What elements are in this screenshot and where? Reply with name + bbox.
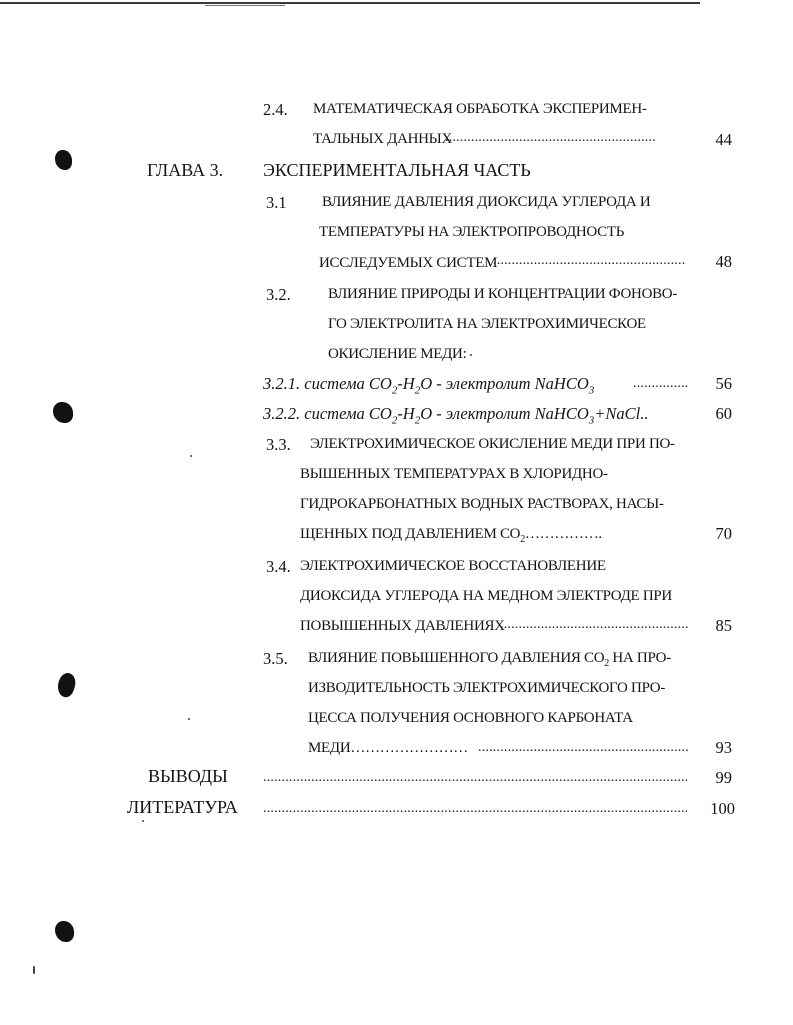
toc-2-4-number: 2.4. xyxy=(263,100,288,119)
toc-3-3-line4-dots: ……………. xyxy=(524,526,602,542)
toc-3-2-1-sub-a: 2 xyxy=(391,384,398,397)
toc-leader-dots xyxy=(633,376,689,392)
scan-speck xyxy=(190,455,192,457)
scan-speck xyxy=(188,718,190,720)
toc-3-2-2-text-d: +NaCl.. xyxy=(594,404,649,423)
toc-3-5-title-line2: ИЗВОДИТЕЛЬНОСТЬ ЭЛЕКТРОХИМИЧЕСКОГО ПРО- xyxy=(308,680,666,696)
toc-conclusions-page: 99 xyxy=(715,768,732,787)
toc-3-2-title-line1: ВЛИЯНИЕ ПРИРОДЫ И КОНЦЕНТРАЦИИ ФОНОВО- xyxy=(328,286,678,302)
toc-leader-dots xyxy=(500,617,688,633)
toc-3-2-1-text-c: O - электролит NaHCO xyxy=(420,374,589,393)
toc-3-5-line4-text: МЕДИ xyxy=(308,740,351,756)
toc-leader-dots xyxy=(263,770,687,786)
scan-blot xyxy=(55,921,74,942)
toc-3-2-2-sub-c: 3 xyxy=(588,414,595,427)
scan-speck xyxy=(470,354,472,356)
toc-3-2-2-text-a: система CO xyxy=(304,404,392,423)
toc-leader-dots xyxy=(478,740,688,756)
toc-3-2-1-text-a: система CO xyxy=(304,374,392,393)
toc-3-4-title-line2: ДИОКСИДА УГЛЕРОДА НА МЕДНОМ ЭЛЕКТРОДЕ ПРИ xyxy=(300,588,672,604)
toc-leader-dots xyxy=(493,253,686,269)
toc-3-3-title-line3: ГИДРОКАРБОНАТНЫХ ВОДНЫХ РАСТВОРАХ, НАСЫ- xyxy=(300,496,664,512)
toc-3-3-title-line4 xyxy=(300,526,602,545)
scan-blot xyxy=(55,150,72,170)
toc-3-1-number: 3.1 xyxy=(266,193,287,212)
toc-2-4-page: 44 xyxy=(715,130,732,149)
toc-3-3-title-line1: ЭЛЕКТРОХИМИЧЕСКОЕ ОКИСЛЕНИЕ МЕДИ ПРИ ПО- xyxy=(310,436,675,452)
toc-3-2-title-line2: ГО ЭЛЕКТРОЛИТА НА ЭЛЕКТРОХИМИЧЕСКОЕ xyxy=(328,316,646,332)
scan-blot xyxy=(54,671,78,699)
toc-3-1-title-line1: ВЛИЯНИЕ ДАВЛЕНИЯ ДИОКСИДА УГЛЕРОДА И xyxy=(322,194,651,210)
top-border-line-fragment xyxy=(205,5,285,6)
toc-3-2-2-page: 60 xyxy=(715,404,732,423)
toc-literature-label: ЛИТЕРАТУРА xyxy=(127,797,238,817)
toc-3-5-page: 93 xyxy=(715,738,732,757)
toc-3-5-title-line1 xyxy=(308,650,671,669)
toc-3-2-1-page: 56 xyxy=(715,374,732,393)
toc-literature-page: 100 xyxy=(710,799,735,818)
chapter-3-label: ГЛАВА 3. xyxy=(147,160,224,180)
toc-3-2-2-number: 3.2.2. xyxy=(263,404,301,423)
toc-3-2-1-text-b: -H xyxy=(397,374,415,393)
toc-3-2-2-text-b: -H xyxy=(397,404,415,423)
scan-speck xyxy=(142,820,144,822)
top-border-line xyxy=(0,2,700,4)
toc-3-2-number: 3.2. xyxy=(266,285,291,304)
toc-3-2-2-entry xyxy=(263,404,649,426)
scan-speck xyxy=(33,966,35,974)
toc-leader-dots xyxy=(445,130,655,146)
toc-conclusions-label: ВЫВОДЫ xyxy=(148,766,228,786)
toc-3-2-2-text-c: O - электролит NaHCO xyxy=(420,404,589,423)
toc-3-3-line4-sub: 2 xyxy=(520,534,525,545)
toc-3-1-page: 48 xyxy=(715,252,732,271)
toc-3-3-title-line2: ВЫШЕННЫХ ТЕМПЕРАТУРАХ В ХЛОРИДНО- xyxy=(300,466,608,482)
toc-3-1-title-line3: ИССЛЕДУЕМЫХ СИСТЕМ xyxy=(319,255,498,271)
toc-3-5-title-line3: ЦЕССА ПОЛУЧЕНИЯ ОСНОВНОГО КАРБОНАТА xyxy=(308,710,633,726)
toc-3-5-line4-dots: …………………… xyxy=(350,740,468,756)
toc-3-4-page: 85 xyxy=(715,616,732,635)
toc-3-2-1-number: 3.2.1. xyxy=(263,374,301,393)
toc-2-4-title-line2: ТАЛЬНЫХ ДАННЫХ xyxy=(313,131,452,147)
toc-3-4-title-line3: ПОВЫШЕННЫХ ДАВЛЕНИЯХ xyxy=(300,618,505,634)
chapter-3-title: ЭКСПЕРИМЕНТАЛЬНАЯ ЧАСТЬ xyxy=(263,160,531,180)
scan-blot xyxy=(53,402,73,423)
toc-3-3-line4-text: ЩЕННЫХ ПОД ДАВЛЕНИЕМ CO xyxy=(300,526,521,542)
toc-2-4-title-line1: МАТЕМАТИЧЕСКАЯ ОБРАБОТКА ЭКСПЕРИМЕН- xyxy=(313,101,647,117)
toc-3-2-1-entry xyxy=(263,374,594,396)
toc-3-5-title-line4 xyxy=(308,740,468,757)
toc-3-1-title-line2: ТЕМПЕРАТУРЫ НА ЭЛЕКТРОПРОВОДНОСТЬ xyxy=(319,224,625,240)
toc-3-2-2-sub-a: 2 xyxy=(391,414,398,427)
toc-3-5-number: 3.5. xyxy=(263,649,288,668)
toc-3-3-number: 3.3. xyxy=(266,435,291,454)
toc-leader-dots xyxy=(263,801,687,817)
toc-3-2-2-sub-b: 2 xyxy=(414,414,421,427)
toc-3-3-page: 70 xyxy=(715,524,732,543)
toc-3-4-number: 3.4. xyxy=(266,557,291,576)
toc-3-5-line1-text-b: НА ПРО- xyxy=(608,650,671,666)
toc-3-2-1-sub-b: 2 xyxy=(414,384,421,397)
toc-3-2-title-line3: ОКИСЛЕНИЕ МЕДИ: xyxy=(328,346,467,362)
toc-3-5-line1-text-a: ВЛИЯНИЕ ПОВЫШЕННОГО ДАВЛЕНИЯ CO xyxy=(308,650,605,666)
toc-3-2-1-sub-c: 3 xyxy=(588,384,595,397)
toc-3-5-line1-sub: 2 xyxy=(604,658,609,669)
toc-3-4-title-line1: ЭЛЕКТРОХИМИЧЕСКОЕ ВОССТАНОВЛЕНИЕ xyxy=(300,558,606,574)
